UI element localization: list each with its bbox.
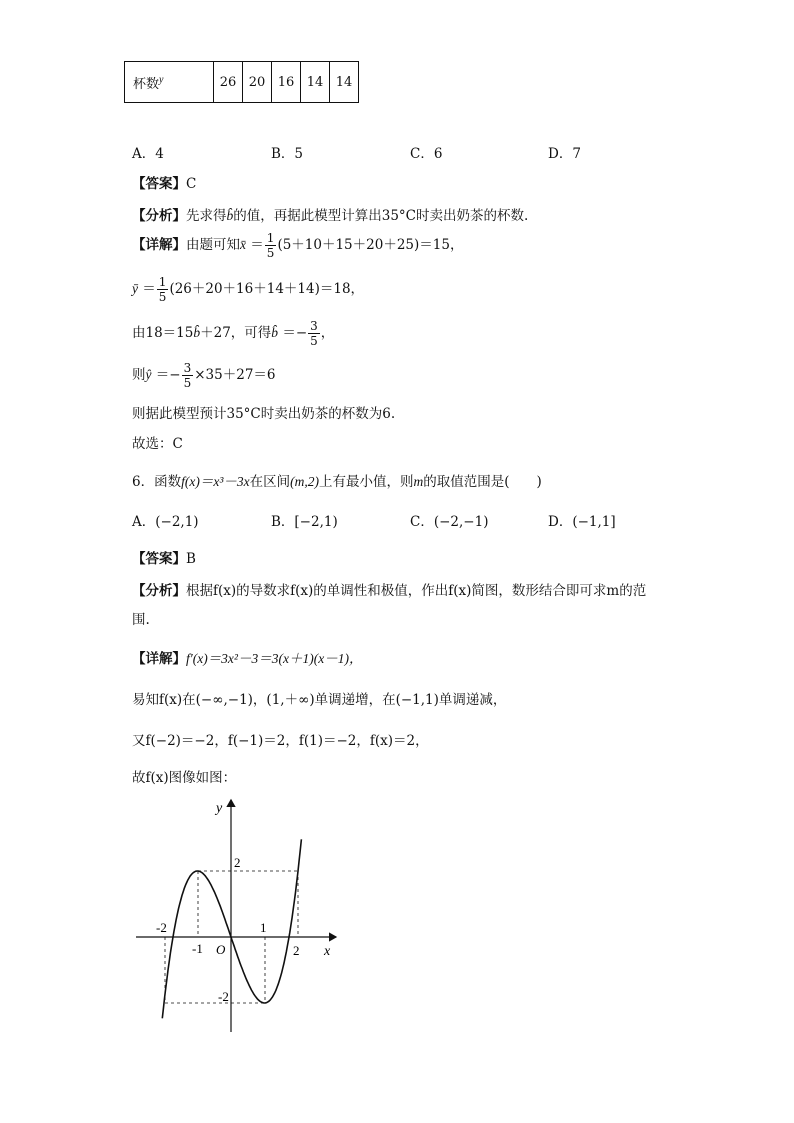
cubic-curve: [162, 839, 301, 1018]
tick-label: 2: [234, 855, 241, 870]
q5-conclusion: 则据此模型预计35°C时卖出奶茶的杯数为6.: [132, 406, 396, 422]
q6-option-b: B．[−2,1): [271, 514, 338, 530]
q6-detail-deriv: 【详解】f′(x)＝3x²－3＝3(x＋1)(x－1)，: [132, 651, 363, 667]
q6-analysis: 【分析】根据f(x)的导数求f(x)的单调性和极值，作出f(x)简图，数形结合即可求m的范: [132, 583, 647, 599]
q5-option-b: B．5: [271, 146, 304, 162]
q5-option-d: D．7: [548, 146, 581, 162]
q5-detail-line4: 则ŷ ＝− $\frac{3}{5}$ ×35＋27＝6: [132, 361, 276, 390]
q5-option-c: C．6: [410, 146, 443, 162]
q5-detail-line3: 由18＝15b̂＋27，可得b̂ ＝− $\frac{3}{5}$ ，: [132, 319, 335, 348]
q5-analysis: 【分析】先求得b̂的值，再据此模型计算出35°C时卖出奶茶的杯数.: [132, 208, 529, 224]
table-cell: 14: [301, 62, 330, 103]
x-axis-label: x: [324, 944, 331, 959]
q5-detail-line1: 【详解】由题可知x̄ ＝ $\frac{1}{5}$ (5＋10＋15＋20＋25)＝15，: [132, 231, 464, 260]
q6-stem: 6．函数f(x)＝x³－3x在区间(m,2)上有最小值，则m的取值范围是( ): [132, 474, 542, 490]
tick-label: -2: [156, 920, 167, 935]
tick-label: -1: [192, 941, 203, 956]
q5-answer: 【答案】C: [132, 176, 197, 192]
q6-option-d: D．(−1,1]: [548, 514, 616, 530]
table-header-cell: 杯数$^y$: [125, 62, 214, 103]
q6-option-a: A．(−2,1): [132, 514, 199, 530]
q6-analysis-cont: 围.: [132, 612, 150, 628]
data-table: [124, 61, 359, 103]
q5-choose: 故选：C: [132, 436, 183, 452]
q6-answer: 【答案】B: [132, 551, 196, 567]
table-cell: 14: [330, 62, 359, 103]
table-cell: 16: [272, 62, 301, 103]
y-axis-label: y: [216, 801, 223, 816]
table-cell: 20: [243, 62, 272, 103]
q6-graph-intro: 故f(x)图像如图：: [132, 770, 237, 786]
tick-label: -2: [218, 989, 229, 1004]
q6-option-c: C．(−2,−1): [410, 514, 489, 530]
q5-detail-line2: ȳ ＝ $\frac{1}{5}$ (26＋20＋16＋14＋14)＝18，: [132, 275, 365, 304]
q6-detail-values: 又f(−2)＝−2，f(−1)＝2，f(1)＝−2，f(x)＝2，: [132, 733, 429, 749]
origin-label: O: [216, 942, 226, 957]
q6-detail-mono: 易知f(x)在(−∞,−1)，(1,＋∞)单调递增，在(−1,1)单调递减，: [132, 692, 507, 708]
table-cell: 26: [214, 62, 243, 103]
function-graph: [130, 792, 350, 1037]
q5-option-a: A．4: [132, 146, 164, 162]
tick-label: 2: [293, 943, 300, 958]
tick-label: 1: [260, 920, 267, 935]
